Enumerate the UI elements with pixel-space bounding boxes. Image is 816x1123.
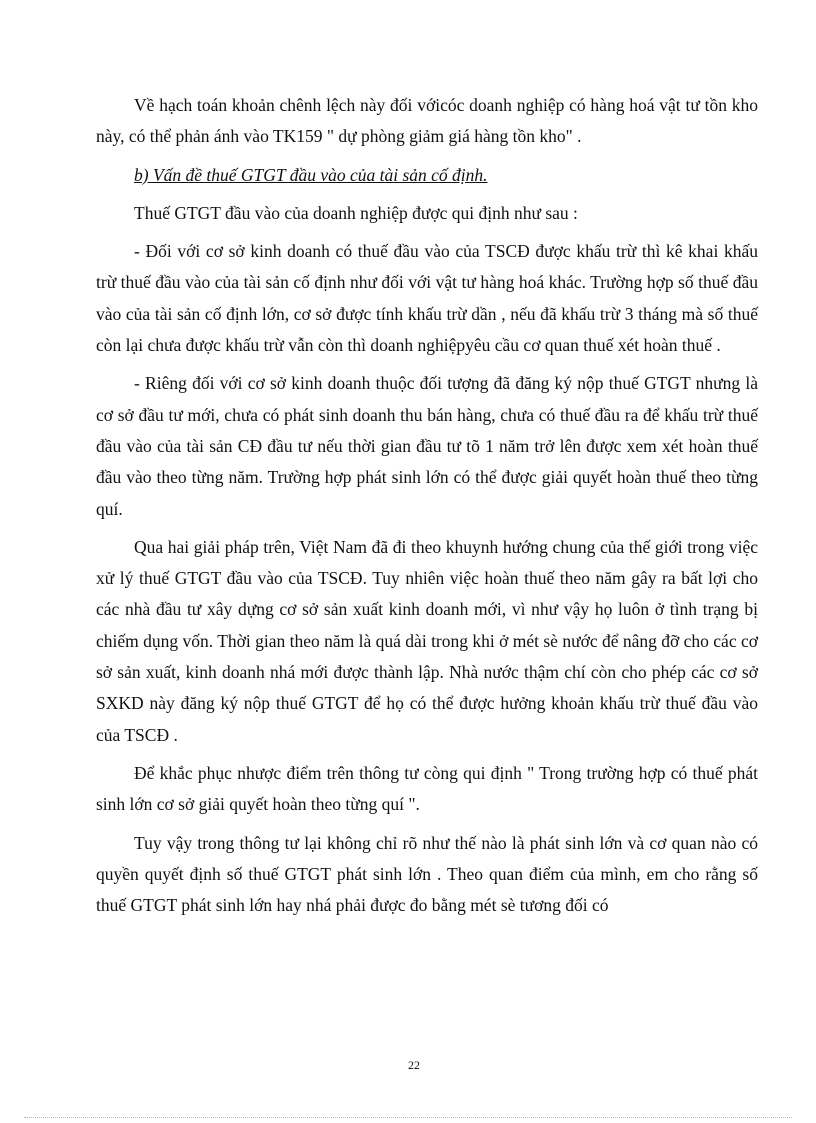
paragraph-new-investment-case: - Riêng đối với cơ sở kinh doanh thuộc đối tượng đã đăng ký nộp thuế GTGT nhưng là cơ sở đầu tư mới, chưa có phát sinh doanh thu bán hàng, chưa có thuế đầu ra để khấu trừ thuế đầu vào của tài sản CĐ đầu tư nếu thời gian đầu tư tõ 1 năm trở lên được xem xét hoàn thuế đầu vào theo từng năm. Trường hợp phát sinh lớn có thể được giải quyết hoàn thuế theo từng quí. <box>96 373 758 519</box>
page-number: 22 <box>408 1058 420 1072</box>
section-heading: b) Vấn đề thuế GTGT đầu vào của tài sản cố định. <box>134 164 488 185</box>
paragraph-opinion: Tuy vậy trong thông tư lại không chỉ rõ như thế nào là phát sinh lớn và cơ quan nào có quyền quyết định số thuế GTGT phát sinh lớn . Theo quan điểm của mình, em cho rằng số thuế GTGT phát sinh lớn hay nhá phải được đo bằng mét sè tương đối có <box>96 832 758 916</box>
paragraph-analysis: Qua hai giải pháp trên, Việt Nam đã đi theo khuynh hướng chung của thế giới trong việc xử lý thuế GTGT đầu vào của TSCĐ. Tuy nhiên việc hoàn thuế theo năm gây ra bất lợi cho các nhà đầu tư xây dựng cơ sở sản xuất kinh doanh mới, vì như vậy họ luôn ở tình trạng bị chiếm dụng vốn. Thời gian theo năm là quá dài trong khi ở mét sè nước để nâng đỡ cho các cơ sở sản xuất, kinh doanh nhá mới được thành lập. Nhà nước thậm chí còn cho phép các cơ sở SXKD này đăng ký nộp thuế GTGT để họ có thể được hưởng khoản khấu trừ thuế đầu vào của TSCĐ . <box>96 536 758 745</box>
paragraph-input-vat-rule: Thuế GTGT đầu vào của doanh nghiệp được qui định như sau : <box>134 202 578 223</box>
paragraph-inventory-accounting: Về hạch toán khoản chênh lệch này đối vớicóc doanh nghiệp có hàng hoá vật tư tồn kho này, có thể phản ánh vào TK159 " dự phòng giảm giá hàng tồn kho" . <box>96 95 758 147</box>
page-body <box>96 90 758 928</box>
paragraph-circular-provision: Để khắc phục nhược điểm trên thông tư còng qui định " Trong trường hợp có thuế phát sinh lớn cơ sở giải quyết hoàn theo từng quí ". <box>96 762 758 815</box>
paragraph-deduction-case: - Đối với cơ sở kinh doanh có thuế đầu vào của TSCĐ được khấu trừ thì kê khai khấu trừ thuế đầu vào của tài sản cố định như đối với vật tư hàng hoá khác. Trường hợp số thuế đầu vào của tài sản cố định lớn, cơ sở được tính khấu trừ dần , nếu đã khấu trừ 3 tháng mà số thuế còn lại chưa được khấu trừ vẫn còn thì doanh nghiệpyêu cầu cơ quan thuế xét hoàn thuế . <box>96 241 758 356</box>
page-bottom-divider <box>24 1117 792 1118</box>
